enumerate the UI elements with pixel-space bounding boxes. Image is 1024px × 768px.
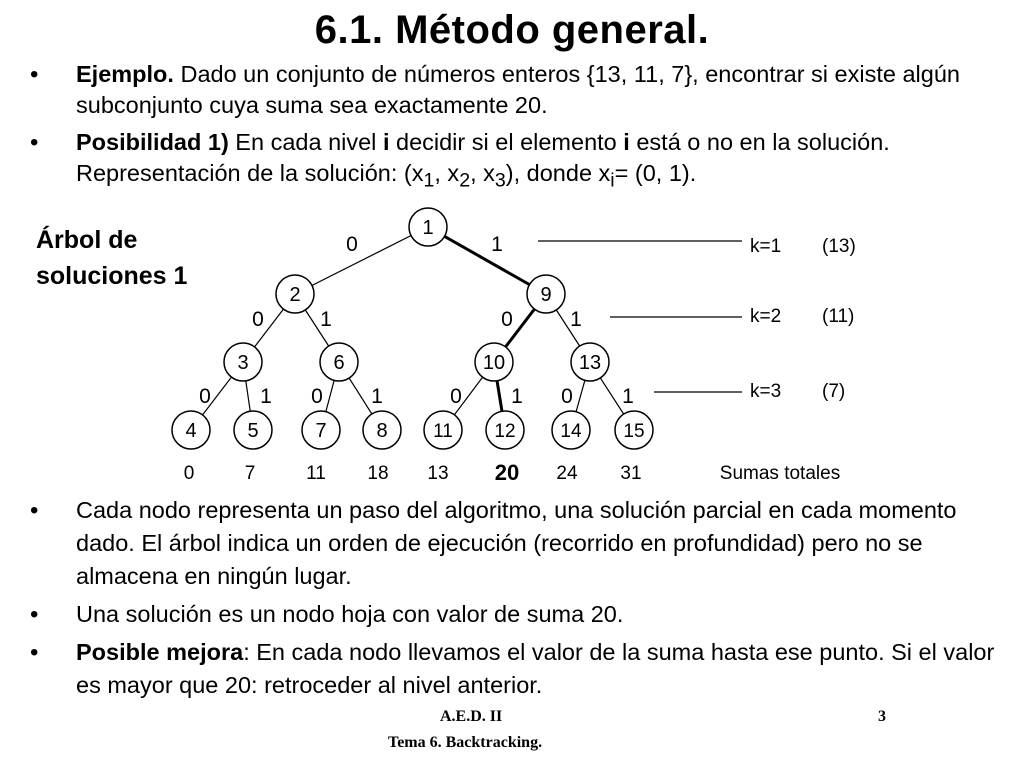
edge-label: 0 xyxy=(311,385,323,408)
node-label: 7 xyxy=(315,420,327,442)
level-k: k=2 xyxy=(750,306,782,327)
tree-node xyxy=(363,411,401,449)
sum-value: 11 xyxy=(306,463,326,484)
tree-node xyxy=(486,411,524,449)
edge-label: 1 xyxy=(491,233,503,256)
edge-label: 1 xyxy=(622,385,634,408)
level-value: (11) xyxy=(822,306,855,327)
mejora-text: : En cada nodo llevamos el valor de la suma hasta ese punto. Si el valor es mayor que 20: retroceder al nivel anterior. xyxy=(76,639,995,698)
level-labels xyxy=(750,236,856,402)
var-i-1: i xyxy=(382,129,390,155)
node-label: 4 xyxy=(185,420,197,442)
edge-label: 0 xyxy=(561,385,573,408)
bullet-nodo xyxy=(30,494,995,593)
sum-value: 13 xyxy=(427,463,449,484)
sum-value: 18 xyxy=(367,463,389,484)
explanation-bullets xyxy=(30,494,995,707)
level-k: k=1 xyxy=(750,236,782,257)
node-label: 3 xyxy=(237,352,249,374)
sep-2: , x xyxy=(470,160,495,186)
edge-1-9 xyxy=(428,227,546,294)
node-label: 2 xyxy=(289,284,301,306)
level-value: (7) xyxy=(822,381,846,402)
sum-value-highlight: 20 xyxy=(494,460,520,485)
level-lines xyxy=(538,241,742,392)
level-k: k=3 xyxy=(750,381,782,402)
tree-node xyxy=(475,343,513,381)
node-label: 15 xyxy=(623,421,645,442)
node-label: 9 xyxy=(540,284,552,306)
edge-1-2 xyxy=(295,227,428,294)
edge-label: 1 xyxy=(511,385,523,408)
posibilidad-text-5: = (0, 1). xyxy=(614,160,697,186)
edge-label: 0 xyxy=(450,385,462,408)
tree-node xyxy=(276,275,314,313)
tree-node xyxy=(409,208,447,246)
sum-value: 0 xyxy=(183,463,195,484)
posibilidad-label: Posibilidad 1) xyxy=(76,129,229,155)
sub-3: 3 xyxy=(494,169,506,192)
tree-node xyxy=(172,411,210,449)
tree-label-line-1: Árbol de xyxy=(36,226,138,254)
mejora-label: Posible mejora xyxy=(76,639,244,665)
slide-title: 6.1. Método general. xyxy=(314,8,710,52)
edge-label: 0 xyxy=(199,385,211,408)
edge-labels xyxy=(199,233,634,408)
level-value: (13) xyxy=(822,236,856,257)
sums-label: Sumas totales xyxy=(719,463,841,484)
edge-label: 0 xyxy=(252,308,264,331)
tree-node xyxy=(224,343,262,381)
edge-label: 0 xyxy=(501,308,513,331)
bullet-mejora xyxy=(30,636,995,702)
node-label: 12 xyxy=(494,421,516,442)
sum-value: 31 xyxy=(620,463,642,484)
sum-value: 24 xyxy=(556,463,578,484)
page-number: 3 xyxy=(878,708,886,725)
node-label: 6 xyxy=(333,352,345,374)
var-i-2: i xyxy=(623,129,630,155)
sub-2: 2 xyxy=(459,169,471,192)
sums-row xyxy=(184,460,840,485)
sub-i: i xyxy=(610,169,615,192)
node-label: 5 xyxy=(247,420,259,442)
ejemplo-text: Dado un conjunto de números enteros {13, 11, 7}, encontrar si existe algún subconjunto cuya suma sea exactamente 20. xyxy=(76,61,960,118)
sub-1: 1 xyxy=(423,169,435,192)
sum-value: 7 xyxy=(244,463,256,484)
node-label: 13 xyxy=(578,352,602,374)
edge-label: 1 xyxy=(371,385,383,408)
tree-node xyxy=(302,411,340,449)
node-label: 8 xyxy=(376,420,388,442)
edge-label: 1 xyxy=(260,385,272,408)
edge-label: 1 xyxy=(320,308,332,331)
bullet-solucion xyxy=(30,598,995,631)
tree-node xyxy=(527,275,565,313)
edge-label: 1 xyxy=(570,308,582,331)
tree-node xyxy=(234,411,272,449)
sep-1: , x xyxy=(434,160,460,186)
ejemplo-label: Ejemplo. xyxy=(76,61,174,87)
posibilidad-text-2: decidir si el elemento xyxy=(389,129,624,155)
footer-course: A.E.D. II xyxy=(440,708,503,725)
tree-node xyxy=(552,411,590,449)
node-label: 14 xyxy=(560,421,582,442)
node-label: 11 xyxy=(433,421,453,442)
footer-topic: Tema 6. Backtracking. xyxy=(388,734,543,751)
tree-node xyxy=(615,411,653,449)
tree-node xyxy=(320,343,358,381)
tree-node xyxy=(571,343,609,381)
solucion-text: Una solución es un nodo hoja con valor de suma 20. xyxy=(76,601,624,627)
tree-node xyxy=(424,411,462,449)
node-label: 10 xyxy=(482,352,506,374)
tree-label-line-2: soluciones 1 xyxy=(36,262,188,290)
posibilidad-text-3: está o no en la solución. Representación de la solución: (x xyxy=(76,129,890,186)
posibilidad-text-4: ), donde x xyxy=(505,160,611,186)
edge-label: 0 xyxy=(346,233,358,256)
node-label: 1 xyxy=(422,217,434,239)
nodo-text: Cada nodo representa un paso del algoritmo, una solución parcial en cada momento dado. El árbol indica un orden de ejecución (recorrido en profundidad) pero no se almacena en ningún lugar. xyxy=(76,497,957,589)
posibilidad-text-1: En cada nivel xyxy=(228,129,383,155)
